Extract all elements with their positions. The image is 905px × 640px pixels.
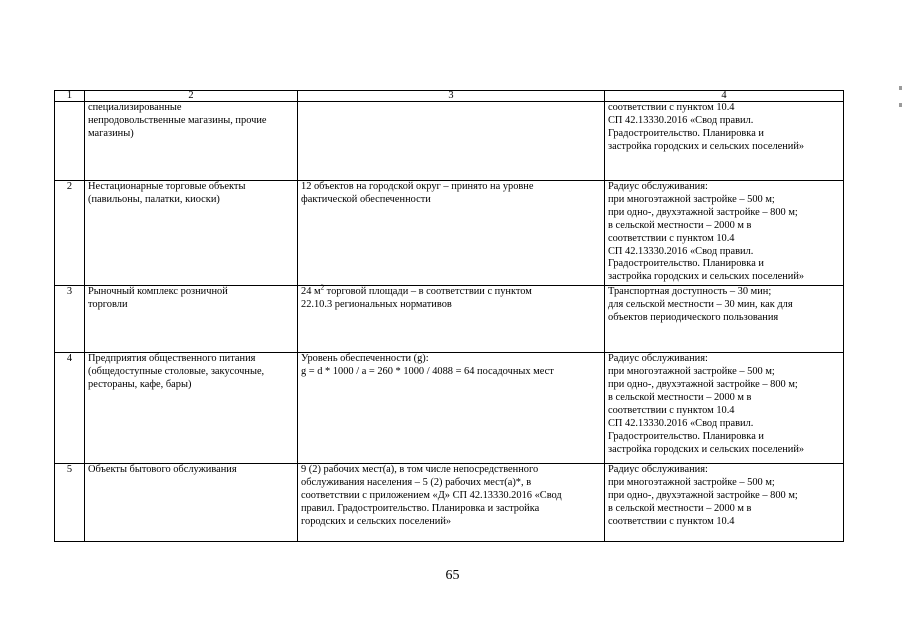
row-number: 4 bbox=[55, 353, 85, 464]
norms-table bbox=[54, 90, 844, 542]
norm-cell: 12 объектов на городской округ – принято на уровне фактической обеспеченности bbox=[298, 181, 605, 286]
table-row bbox=[55, 102, 844, 181]
accessibility-cell: Транспортная доступность – 30 мин; для сельской местности – 30 мин, как для объектов периодического пользования bbox=[605, 286, 844, 353]
table-row bbox=[55, 464, 844, 542]
norm-cell bbox=[298, 102, 605, 181]
norm-cell bbox=[298, 283, 605, 353]
header-col-4: 4 bbox=[605, 91, 844, 102]
object-name-cell: Объекты бытового обслуживания bbox=[85, 464, 298, 542]
object-name-cell: специализированные непродовольственные магазины, прочие магазины) bbox=[85, 102, 298, 181]
accessibility-cell: Радиус обслуживания: при многоэтажной застройке – 500 м; при одно-, двухэтажной застройке – 800 м; в сельской местности – 2000 м в соответствии с пунктом 10.4 СП 42.13330.2016 «Свод правил. Градостроительство. Планировка и застройка городских и сельских поселений» bbox=[605, 353, 844, 464]
accessibility-cell: соответствии с пунктом 10.4 СП 42.13330.2016 «Свод правил. Градостроительство. Планировка и застройка городских и сельских поселений» bbox=[605, 102, 844, 181]
scan-edge-mark bbox=[899, 86, 902, 90]
norm-text-post: торговой площади – в соответствии с пунктом 22.10.3 региональных нормативов bbox=[301, 286, 532, 311]
object-name-cell: Предприятия общественного питания (общедоступные столовые, закусочные, рестораны, кафе, бары) bbox=[85, 353, 298, 464]
header-col-1: 1 bbox=[55, 91, 85, 102]
row-number: 5 bbox=[55, 464, 85, 542]
table-row bbox=[55, 286, 844, 353]
row-number bbox=[55, 102, 85, 181]
norm-superscript: 2 bbox=[320, 283, 325, 292]
header-col-2: 2 bbox=[85, 91, 298, 102]
table-row bbox=[55, 181, 844, 286]
accessibility-cell: Радиус обслуживания: при многоэтажной застройке – 500 м; при одно-, двухэтажной застройке – 800 м; в сельской местности – 2000 м в соответствии с пунктом 10.4 bbox=[605, 464, 844, 542]
table-row bbox=[55, 353, 844, 464]
accessibility-cell: Радиус обслуживания: при многоэтажной застройке – 500 м; при одно-, двухэтажной застройке – 800 м; в сельской местности – 2000 м в соответствии с пунктом 10.4 СП 42.13330.2016 «Свод правил. Градостроительство. Планировка и застройка городских и сельских поселений» bbox=[605, 181, 844, 286]
row-number: 3 bbox=[55, 286, 85, 353]
norm-cell: Уровень обеспеченности (g): g = d * 1000 / a = 260 * 1000 / 4088 = 64 посадочных мест bbox=[298, 353, 605, 464]
object-name-cell: Рыночный комплекс розничной торговли bbox=[85, 286, 298, 353]
scan-edge-mark bbox=[899, 103, 902, 107]
object-name-cell: Нестационарные торговые объекты (павильоны, палатки, киоски) bbox=[85, 181, 298, 286]
header-col-3: 3 bbox=[298, 91, 605, 102]
page-number: 65 bbox=[445, 568, 460, 583]
row-number: 2 bbox=[55, 181, 85, 286]
norm-cell: 9 (2) рабочих мест(а), в том числе непосредственного обслуживания населения – 5 (2) рабочих мест(а)*, в соответствии с приложением «Д» СП 42.13330.2016 «Свод правил. Градостроительство. Планировка и застройка городских и сельских поселений» bbox=[298, 464, 605, 542]
table-header-row bbox=[55, 91, 844, 102]
norm-text-pre: 24 м bbox=[301, 286, 321, 298]
